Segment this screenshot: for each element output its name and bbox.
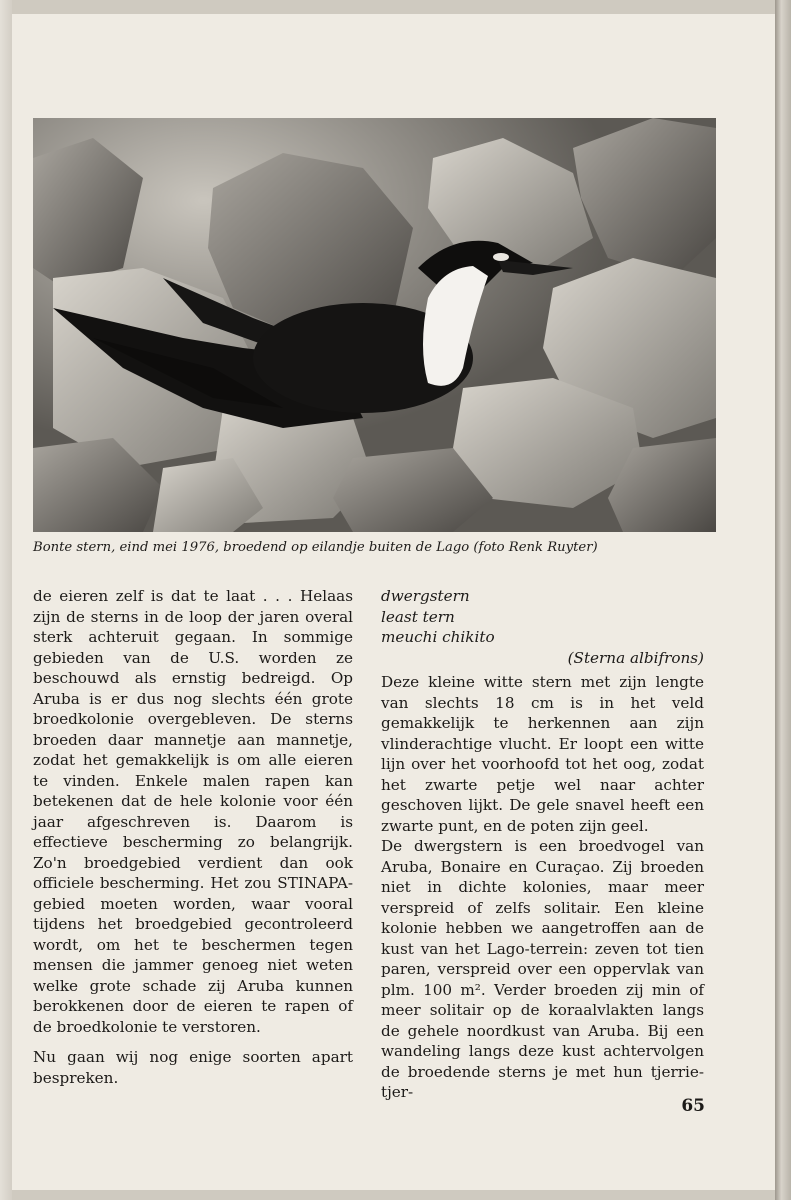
page-number: 65 xyxy=(681,1096,705,1116)
species-name-english: least tern xyxy=(381,607,455,626)
right-paragraph-1: Deze kleine witte stern met zijn lengte van slechts 18 cm is in het veld gemakkelijk te herkennen aan zijn vlinderachtige vlucht. Er loopt een witte lijn over het voorhoofd tot het oog, zodat het zwarte petje wel naar achter geschoven lijkt. De gele snavel heeft een zwarte punt, en de poten zijn geel. xyxy=(381,673,704,835)
species-name-dutch: dwergstern xyxy=(381,587,470,605)
right-paragraph-2: De dwergstern is een broedvogel van Aruba, Bonaire en Curaçao. Zij broeden niet in dichte kolonies, maar meer verspreid of zelfs solitair. Een kleine kolonie hebben we aangetroffen aan de kust van het Lago-terrein: zeven tot tien paren, verspreid over een oppervlak van plm. 100 m². Verder broeden zij min of meer solitair op de koraalvlakten langs de gehele noordkust van Aruba. Bij een wandeling langs deze kust achtervolgen de broedende sterns je met hun tjerrie-tjer- xyxy=(381,837,704,1101)
paragraph-gap xyxy=(33,1037,353,1047)
page-edge-left xyxy=(0,0,12,1200)
left-column xyxy=(33,586,353,1088)
species-names xyxy=(381,586,704,648)
species-scientific-name: (Sterna albifrons) xyxy=(567,648,704,667)
tern-photo xyxy=(33,118,716,532)
left-paragraph-2: Nu gaan wij nog enige soorten apart bespreken. xyxy=(33,1048,353,1087)
page-edge-right xyxy=(775,0,791,1200)
tern-photo-image xyxy=(33,118,716,532)
species-name-papiamento: meuchi chikito xyxy=(381,628,495,646)
photo-caption: Bonte stern, eind mei 1976, broedend op eilandje buiten de Lago (foto Renk Ruyter) xyxy=(33,540,598,555)
right-column xyxy=(381,586,704,1103)
left-paragraph-1: de eieren zelf is dat te laat . . . Helaas zijn de sterns in de loop der jaren overal sterk achteruit gegaan. In sommige gebieden van de U.S. worden ze beschouwd als ernstig bedreigd. Op Aruba is er dus nog slechts één grote broedkolonie overgebleven. De sterns broeden daar mannetje aan mannetje, zodat het gemakkelijk is om alle eieren te vinden. Enkele malen rapen kan betekenen dat de hele kolonie voor één jaar afgeschreven is. Daarom is effectieve bescherming zo belangrijk. Zo'n broedgebied verdient dan ook officiele bescherming. Het zou STINAPA-gebied moeten worden, waar vooral tijdens het broedgebied gecontroleerd wordt, om het te beschermen tegen mensen die jammer genoeg niet weten welke grote schade zij Aruba kunnen berokkenen door de eieren te rapen of de broedkolonie te verstoren. xyxy=(33,587,353,1036)
